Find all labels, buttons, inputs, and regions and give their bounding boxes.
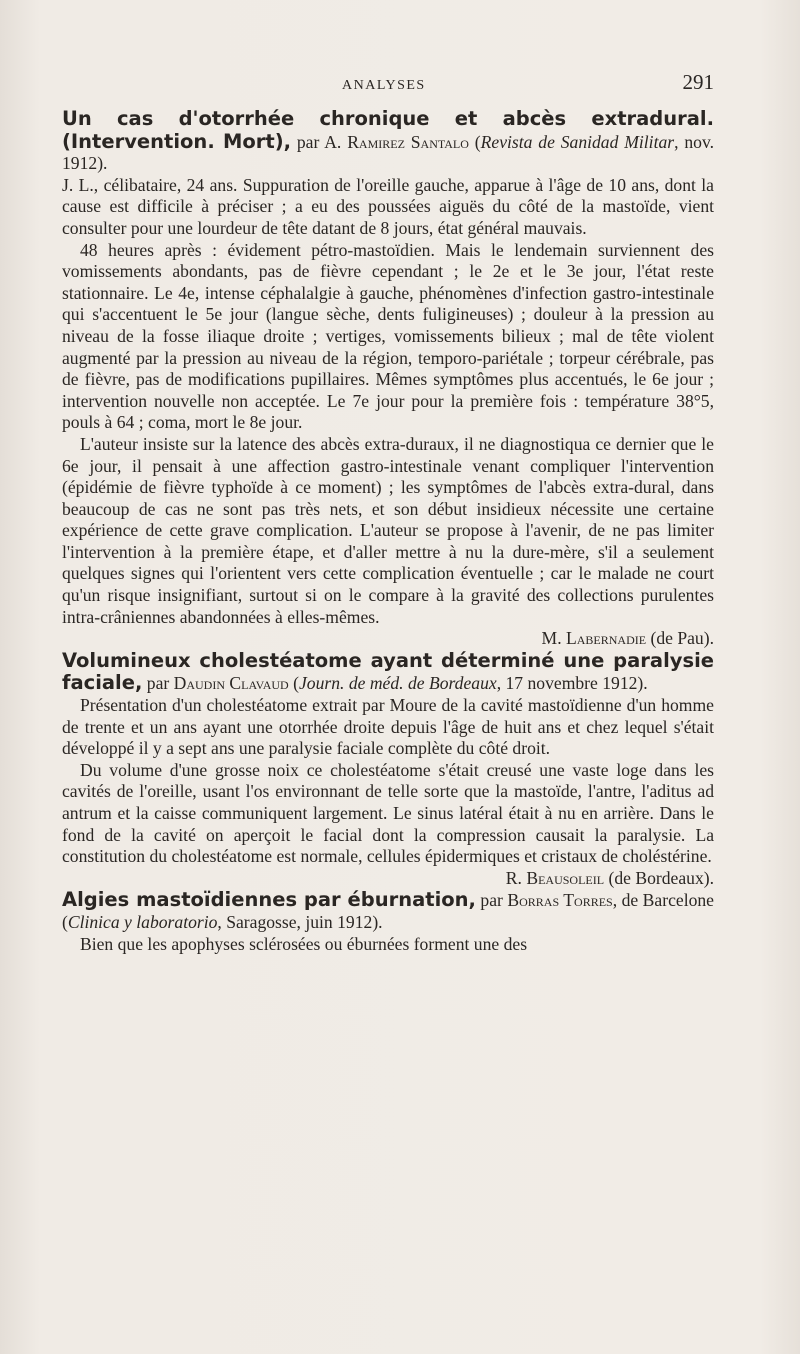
- article-3-heading: [62, 889, 714, 933]
- article-2-by: par: [142, 673, 174, 694]
- signature-place: (de Bordeaux).: [604, 867, 714, 888]
- article-3-by: par: [475, 890, 508, 911]
- page-number: 291: [682, 70, 714, 94]
- article-3-place: , de Barcelone (: [62, 890, 714, 932]
- article-2-signature: [62, 868, 714, 890]
- page-header: [64, 66, 714, 96]
- running-head: ANALYSES: [342, 78, 426, 93]
- article-1-paragraph: J. L., célibataire, 24 ans. Suppuration de l'oreille gauche, apparue à l'âge de 10 ans, dont la cause est difficile à préciser ; a eu des poussées aiguës du côté de la mastoïde, vient consulter pour une lourdeur de tête datant de 8 jours, état général mauvais.: [62, 174, 714, 238]
- signature-initial: R.: [505, 867, 527, 888]
- article-1-date: , nov. 1912).: [62, 131, 715, 174]
- article-1-paragraph: 48 heures après : évidement pétro-mastoïdien. Mais le lendemain surviennent des vomissements abondants, pas de fièvre cependant ; le 2e et le 3e jour, l'état reste stationnaire. Le 4e, intense céphalalgie à gauche, phénomènes d'infection gastro-intestinale qui s'accentuent le 5e jour (langue sèche, dents fuligineuses) ; douleur à la pression au niveau de la fosse iliaque droite ; vertiges, vomissements bilieux ; mal de tête violent augmenté par la pression au niveau de la région, temporo-pariétale ; torpeur cérébrale, pas de fièvre, pas de modifications pupillaires. Mêmes symptômes plus accentués, le 6e jour ; intervention nouvelle non acceptée. Le 7e jour pour la première fois : température 38°5, pouls à 64 ; coma, mort le 8e jour.: [62, 239, 714, 433]
- article-2-author: Daudin Clavaud: [173, 673, 289, 694]
- signature-name: Beausoleil: [526, 867, 605, 888]
- article-2-journal: Journ. de méd. de Bordeaux: [298, 673, 497, 694]
- article-3-paragraph: Bien que les apophyses sclérosées ou éburnées forment une des: [80, 933, 528, 954]
- signature-place: (de Pau).: [646, 628, 714, 649]
- article-1-journal: Revista de Sanidad Militar: [480, 131, 675, 152]
- article-3-author: Borras Torres: [507, 890, 613, 911]
- page-body: [62, 108, 714, 955]
- article-2-paragraph: Du volume d'une grosse noix ce cholestéatome s'était creusé une vaste loge dans les cavités de l'oreille, usant l'os environnant de telle sorte que la mastoïde, l'antre, l'aditus ad antrum et la caisse communiquent largement. Le sinus latéral était à nu en arrière. Dans le fond de la cavité on aperçoit le facial dont la compression causait la paralysie. La constitution du cholestéatome est normale, cellules épidermiques et cristaux de choléstérine.: [62, 759, 714, 867]
- article-1-paragraph: L'auteur insiste sur la latence des abcès extra-duraux, il ne diagnostiqua ce dernier que le 6e jour, il pensait à une affection gastro-intestinale venant compliquer l'intervention (épidémie de fièvre typhoïde à ce moment) ; les symptômes de l'abcès extra-dural, dans beaucoup de cas ne sont pas très nets, et son début insidieux nécessite une certaine expérience de cette grave complication. L'auteur se propose à l'avenir, de ne pas limiter l'intervention à la première étape, et d'aller mettre à nu la dure-mère, s'il a seulement quelques signes qui l'orientent vers cette complication éventuelle ; car le malade ne court qu'un risque insignifiant, surtout si on le compare à la gravité des collections purulentes intra-crâniennes abandonnées à elles-mêmes.: [62, 433, 714, 627]
- article-2-date: , 17 novembre 1912).: [496, 673, 648, 694]
- signature-initial: M.: [541, 628, 566, 649]
- article-3-title: Algies mastoïdiennes par éburnation,: [62, 888, 476, 912]
- article-3-journal: Clinica y laboratorio: [67, 911, 218, 932]
- article-3-date: , Saragosse, juin 1912).: [217, 911, 383, 932]
- article-1-author: Ramirez Santalo: [347, 131, 469, 152]
- article-1-heading: Un cas d'otorrhée chronique et abcès extradural. (Intervention. Mort), par A. Ramirez Santalo (Revista de Sanidad Militar, nov. 1912).: [62, 107, 715, 174]
- article-2-paragraph: Présentation d'un cholestéatome extrait par Moure de la cavité mastoïdienne d'un homme de trente et un ans ayant une otorrhée droite depuis l'âge de huit ans et chez lequel s'était développé il y a sept ans une paralysie faciale complète du côté droit.: [62, 695, 714, 759]
- article-1-signature: [62, 628, 714, 650]
- article-2-heading: Volumineux cholestéatome ayant déterminé une paralysie faciale, par Daudin Clavaud (Journ. de méd. de Bordeaux, 17 novembre 1912).: [62, 648, 714, 695]
- article-1-by: par A.: [291, 131, 348, 152]
- article-2-title: Volumineux cholestéatome ayant déterminé une paralysie faciale,: [62, 648, 714, 695]
- article-1-title: Un cas d'otorrhée chronique et abcès extradural. (Intervention. Mort),: [62, 107, 714, 153]
- signature-name: Labernadie: [566, 628, 647, 649]
